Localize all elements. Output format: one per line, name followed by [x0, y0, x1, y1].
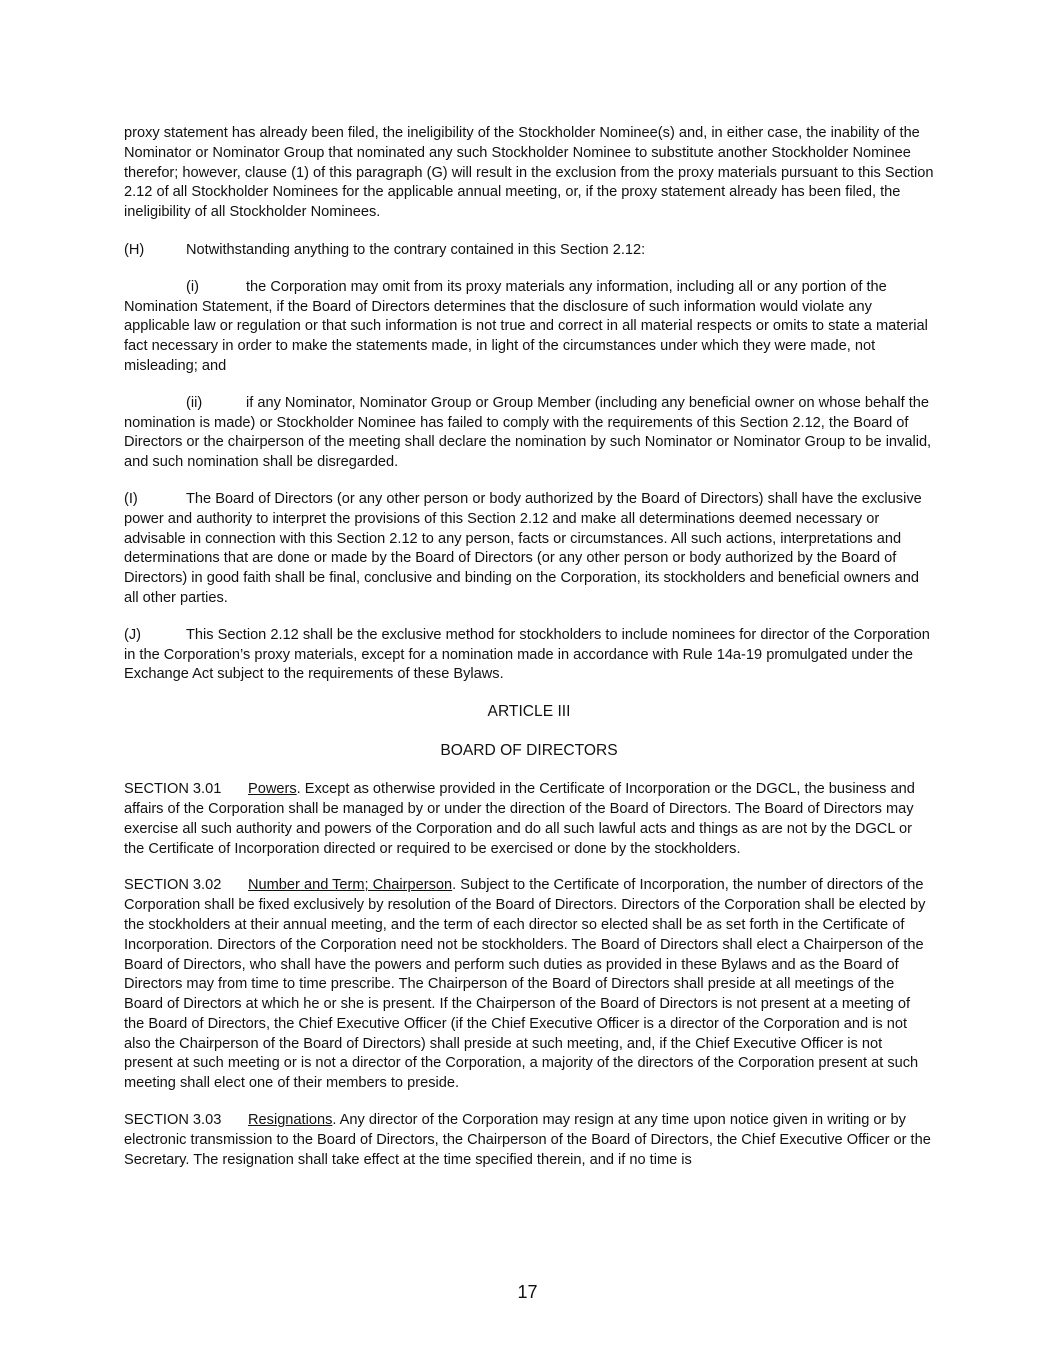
indent-spacer [124, 395, 186, 411]
article-title: ARTICLE III [487, 703, 571, 721]
paragraph-h-ii-label: (ii) [186, 394, 203, 411]
paragraph-h-label: (H) [124, 241, 145, 258]
paragraph-h-i [124, 278, 934, 377]
section-3-02 [124, 876, 934, 1094]
paragraph-h-ii [124, 394, 934, 473]
section-3-01 [124, 780, 934, 859]
section-number: SECTION 3.03 [124, 1112, 222, 1129]
section-3-03 [124, 1111, 934, 1170]
paragraph-g-continuation: proxy statement has already been filed, the ineligibility of the Stockholder Nominee(s) and, in either case, the inability of the Nominator or Nominator Group that nominated any such Stockholder Nominee to substitute another Stockholder Nominee therefor; however, clause (1) of this paragraph (G) will result in the exclusion from the proxy materials pursuant to this Section 2.12 of all Stockholder Nominees for the applicable annual meeting, or, if the proxy statement already has been filed, the ineligibility of all Stockholder Nominees. [124, 125, 934, 221]
section-text: . Subject to the Certificate of Incorporation, the number of directors of the Corporation shall be fixed exclusively by resolution of the Board of Directors. Directors of the Corporation shall be elected by the stockholders at their annual meeting, and the term of each director so elected shall be as set forth in the Certificate of Incorporation. Directors of the Corporation need not be stockholders. The Board of Directors shall elect a Chairperson of the Board of Directors, who shall have the powers and perform such duties as provided in these Bylaws and as the Board of Directors may from time to time prescribe. The Chairperson of the Board of Directors shall preside at all meetings of the Board of Directors at which he or she is present. If the Chairperson of the Board of Directors is not present at a meeting of the Board of Directors, the Chief Executive Officer (if the Chief Executive Officer is a director of the Corporation and is not also the Chairperson of the Board of Directors) shall preside at such meeting, and, if the Chief Executive Officer is not present at such meeting or is not a director of the Corporation, a majority of the directors of the Corporation present at such meeting shall elect one of their members to preside. [124, 877, 926, 1092]
paragraph-h-i-label: (i) [186, 278, 199, 295]
page-number: 17 [517, 1282, 538, 1302]
paragraph-j [124, 626, 934, 685]
paragraph-h-i-text: the Corporation may omit from its proxy materials any information, including all or any portion of the Nomination Statement, if the Board of Directors determines that the disclosure of such information would violate any applicable law or regulation or that such information is not true and correct in all material respects or omits to state a material fact necessary in order to make the statements made, in light of the circumstances under which they were made, not misleading; and [124, 278, 928, 374]
section-heading: Resignations [248, 1112, 333, 1129]
article-subtitle: BOARD OF DIRECTORS [440, 742, 618, 760]
document-page [124, 124, 934, 1187]
section-number: SECTION 3.01 [124, 781, 222, 798]
section-number: SECTION 3.02 [124, 877, 222, 894]
paragraph-i-label: (I) [124, 490, 138, 507]
section-text: . Any director of the Corporation may resign at any time upon notice given in writing or by electronic transmission to the Board of Directors, the Chairperson of the Board of Directors, the Chief Executive Officer or the Secretary. The resignation shall take effect at the time specified therein, and if no time is [124, 1112, 931, 1168]
paragraph-h-text: Notwithstanding anything to the contrary contained in this Section 2.12: [186, 241, 646, 258]
section-text: . Except as otherwise provided in the Certificate of Incorporation or the DGCL, the business and affairs of the Corporation shall be managed by or under the direction of the Board of Directors. The Board of Directors may exercise all such authority and powers of the Corporation and do all such lawful acts and things as are not by the DGCL or the Certificate of Incorporation directed or required to be exercised or done by the stockholders. [124, 781, 915, 857]
paragraph-i-text: The Board of Directors (or any other person or body authorized by the Board of Directors) shall have the exclusive power and authority to interpret the provisions of this Section 2.12 and make all determinations deemed necessary or advisable in connection with this Section 2.12 to any person, facts or circumstances. All such actions, interpretations and determinations that are done or made by the Board of Directors (or any other person or body authorized by the Board of Directors) in good faith shall be final, conclusive and binding on the Corporation, its stockholders and beneficial owners and all other parties. [124, 490, 922, 606]
paragraph-h [124, 241, 934, 261]
section-heading: Powers [248, 781, 297, 798]
paragraph-j-text: This Section 2.12 shall be the exclusive method for stockholders to include nominees for director of the Corporation in the Corporation’s proxy materials, except for a nomination made in accordance with Rule 14a-19 promulgated under the Exchange Act subject to the requirements of these Bylaws. [124, 626, 930, 683]
paragraph-i [124, 490, 934, 609]
section-heading: Number and Term; Chairperson [248, 877, 453, 894]
paragraph-j-label: (J) [124, 626, 142, 643]
paragraph-h-ii-text: if any Nominator, Nominator Group or Group Member (including any beneficial owner on whose behalf the nomination is made) or Stockholder Nominee has failed to comply with the requirements of this Section 2.12, the Board of Directors or the chairperson of the meeting shall declare the nomination by such Nominator or Nominator Group to be invalid, and such nomination shall be disregarded. [124, 394, 932, 471]
indent-spacer [124, 279, 186, 295]
